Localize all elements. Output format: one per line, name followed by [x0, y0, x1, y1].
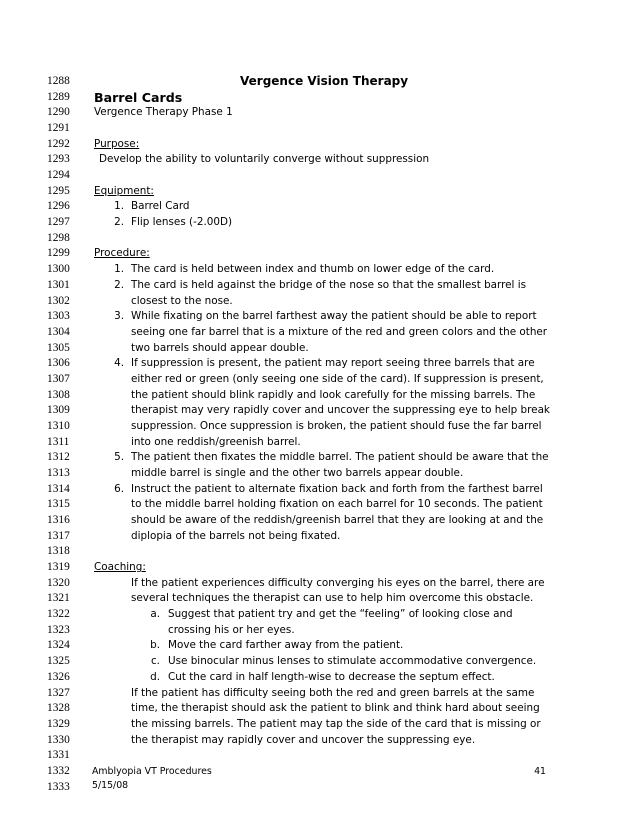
coaching-item-marker: c. — [150, 655, 160, 668]
procedure-step-line: should be aware of the reddish/greenish barrel that they are looking at and the — [131, 514, 544, 527]
line-number: 1317 — [47, 529, 70, 542]
line-number: 1310 — [47, 419, 70, 432]
line-number: 1299 — [47, 247, 70, 260]
procedure-step-line: either red or green (only seeing one side of the card). If suppression is present, — [131, 372, 544, 385]
coaching-item-line: Cut the card in half length-wise to decrease the septum effect. — [168, 670, 495, 683]
line-number: 1329 — [47, 717, 70, 730]
coaching-outro-line: If the patient has difficulty seeing both the red and green barrels at the same — [131, 686, 535, 699]
line-number: 1300 — [47, 263, 70, 276]
line-number: 1291 — [47, 122, 70, 135]
line-number: 1303 — [47, 310, 70, 323]
procedure-step-line: therapist may very rapidly cover and uncover the suppressing eye to help break — [131, 404, 550, 417]
coaching-item-line: Move the card farther away from the patient. — [168, 639, 404, 652]
line-number: 1323 — [47, 623, 70, 636]
line-number: 1292 — [47, 137, 70, 150]
line-number: 1314 — [47, 482, 70, 495]
line-number: 1304 — [47, 325, 70, 338]
line-number: 1331 — [47, 749, 70, 762]
coaching-outro-line: the missing barrels. The patient may tap the side of the card that is missing or — [131, 717, 541, 730]
equipment-heading: Equipment: — [94, 184, 154, 197]
line-number: 1326 — [47, 670, 70, 683]
coaching-item-line: Suggest that patient try and get the “feeling” of looking close and — [168, 608, 513, 621]
line-number: 1332 — [47, 764, 70, 777]
purpose-text: Develop the ability to voluntarily converge without suppression — [99, 153, 430, 166]
procedure-step-marker: 5. — [114, 451, 124, 464]
procedure-step-marker: 6. — [114, 482, 124, 495]
coaching-item-marker: d. — [150, 670, 160, 683]
coaching-intro-line: several techniques the therapist can use to help him overcome this obstacle. — [131, 592, 534, 605]
line-number: 1312 — [47, 451, 70, 464]
footer-doc-name: Amblyopia VT Procedures — [92, 766, 212, 777]
line-number: 1290 — [47, 106, 70, 119]
line-number: 1315 — [47, 498, 70, 511]
procedure-step-line: middle barrel is single and the other two barrels appear double. — [131, 467, 464, 479]
line-number: 1307 — [47, 372, 70, 385]
procedure-step-line: to the middle barrel holding fixation on each barrel for 10 seconds. The patient — [131, 498, 543, 511]
line-number: 1322 — [47, 608, 70, 621]
line-number: 1320 — [47, 576, 70, 589]
procedure-step-line: If suppression is present, the patient may report seeing three barrels that are — [131, 357, 535, 370]
purpose-heading: Purpose: — [94, 137, 140, 150]
procedure-step-line: into one reddish/greenish barrel. — [131, 435, 301, 448]
procedure-step-marker: 3. — [114, 310, 124, 323]
equipment-item-marker: 2. — [114, 216, 124, 229]
line-number: 1296 — [47, 200, 70, 213]
procedure-step-marker: 2. — [114, 278, 124, 291]
line-number: 1288 — [47, 75, 70, 87]
procedure-step-line: The patient then fixates the middle barrel. The patient should be aware that the — [131, 451, 549, 464]
line-number: 1327 — [47, 686, 70, 699]
coaching-item-line: crossing his or her eyes. — [168, 623, 295, 636]
procedure-step-line: closest to the nose. — [131, 294, 233, 307]
line-number: 1328 — [47, 702, 70, 715]
line-number: 1306 — [47, 357, 70, 370]
procedure-step-line: suppression. Once suppression is broken, the patient should fuse the far barrel — [131, 419, 542, 432]
equipment-item: Flip lenses (-2.00D) — [131, 216, 233, 229]
line-number: 1318 — [47, 545, 70, 558]
section-title: Barrel Cards — [94, 89, 183, 105]
equipment-item: Barrel Card — [131, 200, 190, 213]
line-number: 1333 — [47, 780, 70, 793]
line-number: 1308 — [47, 388, 70, 401]
footer-page-number: 41 — [534, 766, 546, 777]
line-number: 1324 — [47, 639, 70, 652]
line-number: 1297 — [47, 216, 70, 229]
phase-label: Vergence Therapy Phase 1 — [94, 106, 233, 119]
footer-date: 5/15/08 — [92, 780, 129, 791]
line-number: 1298 — [47, 231, 70, 244]
line-number: 1301 — [47, 278, 70, 291]
line-number: 1330 — [47, 733, 70, 746]
line-number: 1295 — [47, 184, 70, 197]
procedure-step-line: the patient should blink rapidly and look carefully for the missing barrels. The — [131, 388, 536, 401]
procedure-step-line: Instruct the patient to alternate fixation back and forth from the farthest barrel — [131, 482, 543, 495]
line-number: 1309 — [47, 404, 70, 417]
line-number: 1313 — [47, 467, 70, 479]
line-number: 1325 — [47, 655, 70, 668]
equipment-item-marker: 1. — [114, 200, 124, 213]
line-number: 1321 — [47, 592, 70, 605]
procedure-step-line: While fixating on the barrel farthest away the patient should be able to report — [131, 310, 537, 323]
coaching-item-line: Use binocular minus lenses to stimulate accommodative convergence. — [168, 655, 537, 668]
line-number: 1305 — [47, 341, 70, 354]
procedure-step-line: The card is held against the bridge of the nose so that the smallest barrel is — [131, 278, 527, 291]
document-title: Vergence Vision Therapy — [240, 74, 409, 88]
line-number: 1289 — [47, 90, 70, 103]
coaching-heading: Coaching: — [94, 561, 146, 574]
procedure-step-line: diplopia of the barrels not being fixated. — [131, 529, 341, 542]
procedure-step-line: seeing one far barrel that is a mixture of the red and green colors and the other — [131, 325, 548, 338]
coaching-item-marker: b. — [150, 639, 160, 652]
coaching-item-marker: a. — [150, 608, 160, 621]
coaching-outro-line: the therapist may rapidly cover and uncover the suppressing eye. — [131, 733, 476, 746]
line-number: 1302 — [47, 294, 70, 307]
procedure-step-line: The card is held between index and thumb on lower edge of the card. — [131, 263, 495, 276]
coaching-intro-line: If the patient experiences difficulty converging his eyes on the barrel, there are — [131, 576, 545, 589]
procedure-step-marker: 4. — [114, 357, 124, 370]
line-number: 1293 — [47, 153, 70, 166]
coaching-outro-line: time, the therapist should ask the patient to blink and think hard about seeing — [131, 702, 540, 715]
procedure-step-line: two barrels should appear double. — [131, 341, 309, 354]
line-number: 1316 — [47, 514, 70, 527]
line-number: 1319 — [47, 561, 70, 574]
procedure-heading: Procedure: — [94, 247, 150, 260]
procedure-step-marker: 1. — [114, 263, 124, 276]
line-number: 1294 — [47, 169, 70, 182]
line-number: 1311 — [47, 435, 70, 448]
